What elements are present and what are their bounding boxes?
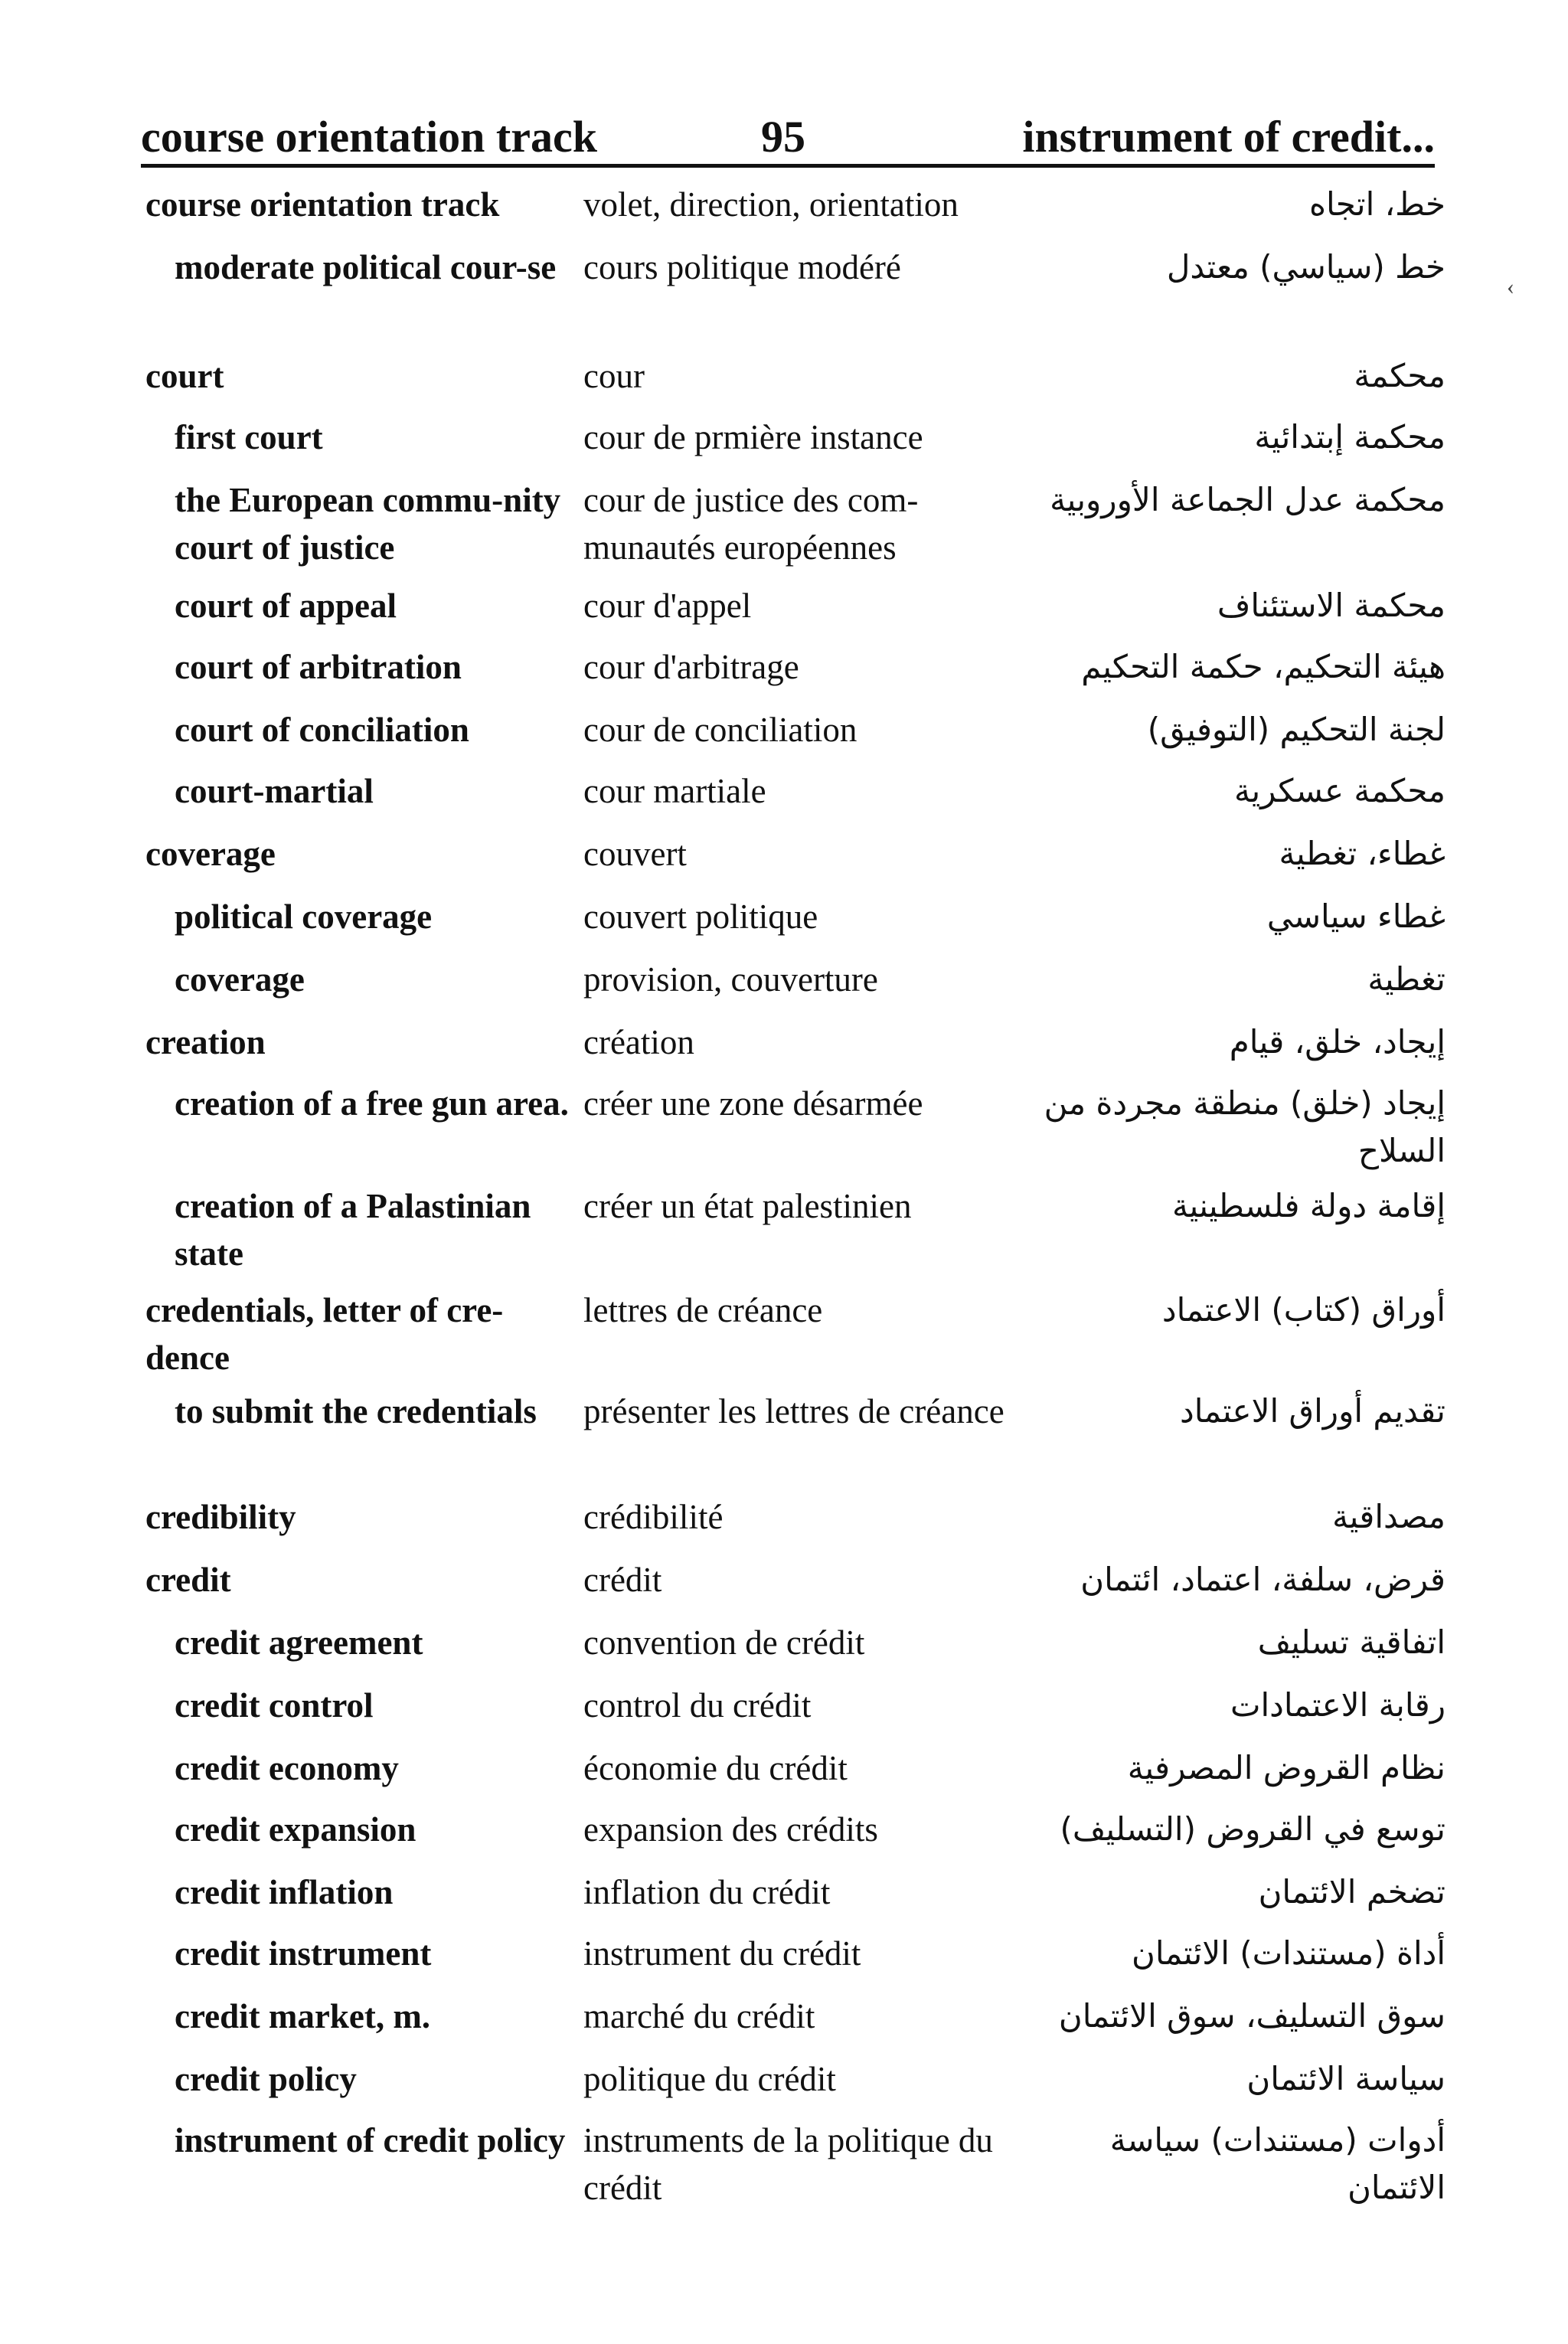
entry-headword: credentials, letter of cre-dence (145, 1291, 504, 1377)
entry-arabic: توسع في القروض (التسليف) (1060, 1810, 1446, 1848)
header-left-guide-word: course orientation track (141, 112, 597, 162)
entry-french: cour d'appel (583, 587, 752, 625)
entry-headword: credit (145, 1561, 231, 1599)
entry-arabic: لجنة التحكيم (التوفيق) (1147, 711, 1446, 748)
entry-subterm: the European commu-nity court of justice (175, 481, 561, 567)
entry-arabic: نظام القروض المصرفية (1127, 1749, 1446, 1787)
entry-arabic: محكمة إبتدائية (1254, 418, 1446, 456)
entry-french: économie du crédit (583, 1749, 848, 1787)
entry-arabic: خط، اتجاه (1308, 185, 1446, 223)
entry-french: cour de prmière instance (583, 418, 923, 456)
entry-subterm: court-martial (175, 772, 374, 810)
entry-french: cour martiale (583, 772, 766, 810)
entry-subterm: creation of a Palastinian state (175, 1187, 531, 1273)
entry-subterm: to submit the credentials (175, 1392, 537, 1430)
entry-french: crédibilité (583, 1498, 724, 1536)
entry-french: expansion des crédits (583, 1810, 878, 1849)
entry-arabic: خط (سياسي) معتدل (1166, 248, 1446, 286)
entry-french: présenter les lettres de créance (583, 1392, 1004, 1430)
entry-arabic: تضخم الائتمان (1258, 1873, 1446, 1911)
entry-french: provision, couverture (583, 960, 878, 999)
entry-arabic: محكمة عسكرية (1233, 772, 1446, 809)
entry-arabic: سياسة الائتمان (1246, 2060, 1446, 2097)
entry-arabic: هيئة التحكيم، حكمة التحكيم (1081, 648, 1446, 685)
entry-arabic: غطاء، تغطية (1279, 835, 1446, 872)
page-number: 95 (761, 112, 805, 162)
entry-french: instrument du crédit (583, 1934, 861, 1973)
entry-subterm: credit policy (175, 2060, 357, 2098)
entry-subterm: court of arbitration (175, 648, 462, 686)
entry-headword: coverage (145, 835, 276, 873)
entry-subterm: moderate political cour-se (175, 248, 557, 286)
entry-french: couvert politique (583, 897, 818, 936)
entry-french: volet, direction, orientation (583, 185, 959, 224)
header-rule (141, 164, 1435, 168)
entry-subterm: credit expansion (175, 1810, 416, 1849)
entry-french: convention de crédit (583, 1623, 865, 1662)
entry-french: inflation du crédit (583, 1873, 831, 1911)
entry-arabic: مصداقية (1332, 1498, 1446, 1535)
entry-arabic: أوراق (كتاب) الاعتماد (1161, 1291, 1446, 1329)
entry-arabic: أداة (مستندات) الائتمان (1132, 1934, 1446, 1972)
entry-arabic: اتفاقية تسليف (1257, 1623, 1446, 1661)
entry-arabic: رقابة الاعتمادات (1230, 1686, 1446, 1724)
entry-french: cour (583, 357, 645, 395)
entry-french: créer un état palestinien (583, 1187, 912, 1225)
entry-arabic: قرض، سلفة، اعتماد، ائتمان (1080, 1561, 1446, 1598)
entry-headword: credibility (145, 1498, 296, 1536)
entry-subterm: credit agreement (175, 1623, 423, 1662)
entry-subterm: political coverage (175, 897, 433, 936)
entry-arabic: محكمة الاستئناف (1217, 587, 1446, 624)
entry-arabic: محكمة (1354, 357, 1446, 394)
entry-subterm: first court (175, 418, 323, 456)
entry-headword: creation (145, 1023, 266, 1061)
entry-arabic: محكمة عدل الجماعة الأوروبية (1050, 481, 1446, 518)
entry-arabic: أدوات (مستندات) سياسة الائتمان (1109, 2121, 1446, 2206)
entry-french: control du crédit (583, 1686, 812, 1724)
entry-arabic: غطاء سياسي (1266, 897, 1446, 935)
entry-subterm: instrument of credit policy (175, 2121, 566, 2159)
entry-arabic: تغطية (1367, 960, 1446, 998)
entry-subterm: credit inflation (175, 1873, 394, 1911)
entry-french: cours politique modéré (583, 248, 901, 286)
entry-french: cour d'arbitrage (583, 648, 799, 686)
entry-headword: court (145, 357, 224, 395)
page-header (141, 107, 1435, 167)
entry-french: couvert (583, 835, 687, 873)
entry-subterm: court of appeal (175, 587, 397, 625)
entry-subterm: credit market, m. (175, 1997, 431, 2035)
entry-subterm: creation of a free gun area. (175, 1084, 569, 1123)
entry-arabic: إيجاد (خلق) منطقة مجردة من السلاح (1044, 1084, 1446, 1169)
entry-subterm: coverage (175, 960, 305, 999)
entry-subterm: credit instrument (175, 1934, 432, 1973)
header-right-guide-word: instrument of credit... (1022, 112, 1435, 162)
entry-french: marché du crédit (583, 1997, 815, 2035)
entry-french: crédit (583, 1561, 662, 1599)
entry-arabic: إقامة دولة فلسطينية (1172, 1187, 1446, 1224)
entry-french: création (583, 1023, 694, 1061)
entry-subterm: credit economy (175, 1749, 399, 1787)
entry-subterm: credit control (175, 1686, 374, 1724)
entry-arabic: تقديم أوراق الاعتماد (1180, 1392, 1446, 1430)
entry-french: créer une zone désarmée (583, 1084, 923, 1123)
margin-mark: ‹ (1507, 274, 1514, 299)
entry-french: politique du crédit (583, 2060, 836, 2098)
entry-french: cour de conciliation (583, 711, 858, 749)
entry-french: cour de justice des com-munautés européennes (583, 481, 919, 567)
entry-headword: course orientation track (145, 185, 500, 224)
entry-arabic: إيجاد، خلق، قيام (1229, 1023, 1446, 1061)
entry-french: instruments de la politique du crédit (583, 2121, 993, 2207)
entry-subterm: court of conciliation (175, 711, 469, 749)
entry-french: lettres de créance (583, 1291, 823, 1329)
entry-arabic: سوق التسليف، سوق الائتمان (1058, 1997, 1446, 2035)
